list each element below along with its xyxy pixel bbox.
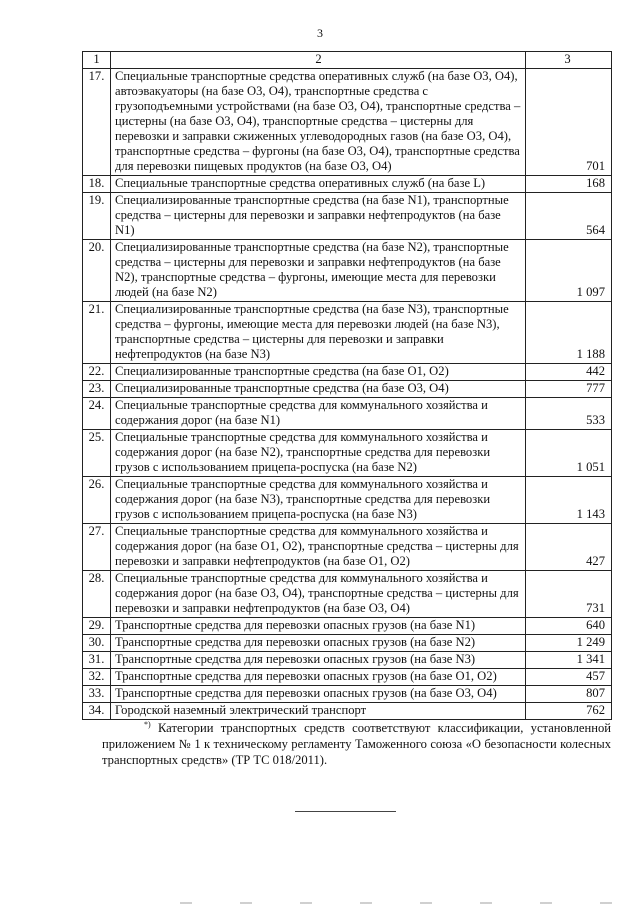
footnote-text: Категории транспортных средств соответствуют классификации, установленной приложением № 1 к техническому регламенту Таможенного союза «О безопасности колесных транспортных средств» (ТР ТС 018/2011). — [102, 721, 611, 767]
row-number: 19. — [83, 193, 111, 240]
row-number: 20. — [83, 240, 111, 302]
row-description: Специализированные транспортные средства (на базе O3, O4) — [111, 381, 526, 398]
footnote-marker: *) — [144, 720, 151, 729]
row-description: Специальные транспортные средства для коммунального хозяйства и содержания дорог (на базе N1) — [111, 398, 526, 430]
header-col-1: 1 — [83, 52, 111, 69]
row-description: Специальные транспортные средства для коммунального хозяйства и содержания дорог (на базе O1, O2), транспортные средства – цистерны для перевозки и заправки нефтепродуктов (на базе O1, O2) — [111, 524, 526, 571]
table-row — [83, 176, 612, 193]
header-col-2: 2 — [111, 52, 526, 69]
vehicle-category-table — [82, 51, 612, 720]
row-description: Специальные транспортные средства оперативных служб (на базе O3, O4), автоэвакуаторы (на базе O3, O4), транспортные средства с грузоподъемными устройствами (на базе O3, O4), транспортные средства – цистерны (на базе O3, O4), транспортные средства – цистерны для перевозки и заправки сжиженных углеводородных газов (на базе O3, O4), транспортные средства – фургоны (на базе O3, O4), транспортные средства для перевозки пищевых продуктов (на базе O3, O4) — [111, 69, 526, 176]
table-row — [83, 524, 612, 571]
table-row — [83, 240, 612, 302]
table-row — [83, 364, 612, 381]
row-description: Специализированные транспортные средства (на базе O1, O2) — [111, 364, 526, 381]
row-description: Городской наземный электрический транспорт — [111, 703, 526, 720]
row-value: 533 — [526, 398, 612, 430]
row-description: Транспортные средства для перевозки опасных грузов (на базе N1) — [111, 618, 526, 635]
row-value: 1 249 — [526, 635, 612, 652]
row-description: Транспортные средства для перевозки опасных грузов (на базе O3, O4) — [111, 686, 526, 703]
row-value: 457 — [526, 669, 612, 686]
row-description: Специальные транспортные средства оперативных служб (на базе L) — [111, 176, 526, 193]
table-row — [83, 381, 612, 398]
table-row — [83, 686, 612, 703]
table-row — [83, 652, 612, 669]
table-row — [83, 430, 612, 477]
row-description: Специализированные транспортные средства (на базе N3), транспортные средства – фургоны, имеющие места для перевозки людей (на базе N3), транспортные средства – цистерны для перевозки и заправки нефтепродуктов (на базе N3) — [111, 302, 526, 364]
row-value: 731 — [526, 571, 612, 618]
row-value: 427 — [526, 524, 612, 571]
row-number: 34. — [83, 703, 111, 720]
row-value: 762 — [526, 703, 612, 720]
table-row — [83, 398, 612, 430]
scan-artifact-line — [180, 902, 640, 904]
page-number: 3 — [317, 26, 323, 40]
table-row — [83, 302, 612, 364]
row-value: 168 — [526, 176, 612, 193]
row-number: 31. — [83, 652, 111, 669]
row-number: 21. — [83, 302, 111, 364]
row-number: 30. — [83, 635, 111, 652]
row-description: Специальные транспортные средства для коммунального хозяйства и содержания дорог (на базе O3, O4), транспортные средства – цистерны для перевозки и заправки нефтепродуктов (на базе O3, O4) — [111, 571, 526, 618]
row-value: 1 051 — [526, 430, 612, 477]
row-number: 24. — [83, 398, 111, 430]
table-row — [83, 69, 612, 176]
footnote — [102, 717, 611, 768]
row-description: Транспортные средства для перевозки опасных грузов (на базе N3) — [111, 652, 526, 669]
table-row — [83, 618, 612, 635]
header-col-3: 3 — [526, 52, 612, 69]
row-number: 26. — [83, 477, 111, 524]
row-value: 1 097 — [526, 240, 612, 302]
row-number: 29. — [83, 618, 111, 635]
row-value: 1 188 — [526, 302, 612, 364]
row-description: Специальные транспортные средства для коммунального хозяйства и содержания дорог (на базе N3), транспортные средства для перевозки грузов с использованием прицепа-роспуска (на базе N3) — [111, 477, 526, 524]
row-number: 27. — [83, 524, 111, 571]
row-description: Транспортные средства для перевозки опасных грузов (на базе O1, O2) — [111, 669, 526, 686]
row-number: 17. — [83, 69, 111, 176]
row-value: 777 — [526, 381, 612, 398]
row-number: 32. — [83, 669, 111, 686]
table-row — [83, 669, 612, 686]
row-number: 22. — [83, 364, 111, 381]
row-value: 564 — [526, 193, 612, 240]
row-number: 33. — [83, 686, 111, 703]
row-value: 1 143 — [526, 477, 612, 524]
table-row — [83, 193, 612, 240]
row-description: Специальные транспортные средства для коммунального хозяйства и содержания дорог (на базе N2), транспортные средства для перевозки грузов с использованием прицепа-роспуска (на базе N2) — [111, 430, 526, 477]
row-value: 701 — [526, 69, 612, 176]
row-value: 640 — [526, 618, 612, 635]
table-row — [83, 571, 612, 618]
row-value: 807 — [526, 686, 612, 703]
row-number: 28. — [83, 571, 111, 618]
row-number: 25. — [83, 430, 111, 477]
table-row — [83, 635, 612, 652]
row-value: 442 — [526, 364, 612, 381]
row-description: Специализированные транспортные средства (на базе N1), транспортные средства – цистерны для перевозки и заправки нефтепродуктов (на базе N1) — [111, 193, 526, 240]
row-number: 23. — [83, 381, 111, 398]
table-header-row — [83, 52, 612, 69]
row-description: Специализированные транспортные средства (на базе N2), транспортные средства – цистерны для перевозки и заправки нефтепродуктов (на базе N2), транспортные средства – фургоны, имеющие места для перевозки людей (на базе N2) — [111, 240, 526, 302]
row-number: 18. — [83, 176, 111, 193]
row-value: 1 341 — [526, 652, 612, 669]
row-description: Транспортные средства для перевозки опасных грузов (на базе N2) — [111, 635, 526, 652]
separator-line — [295, 811, 396, 812]
table-row — [83, 477, 612, 524]
